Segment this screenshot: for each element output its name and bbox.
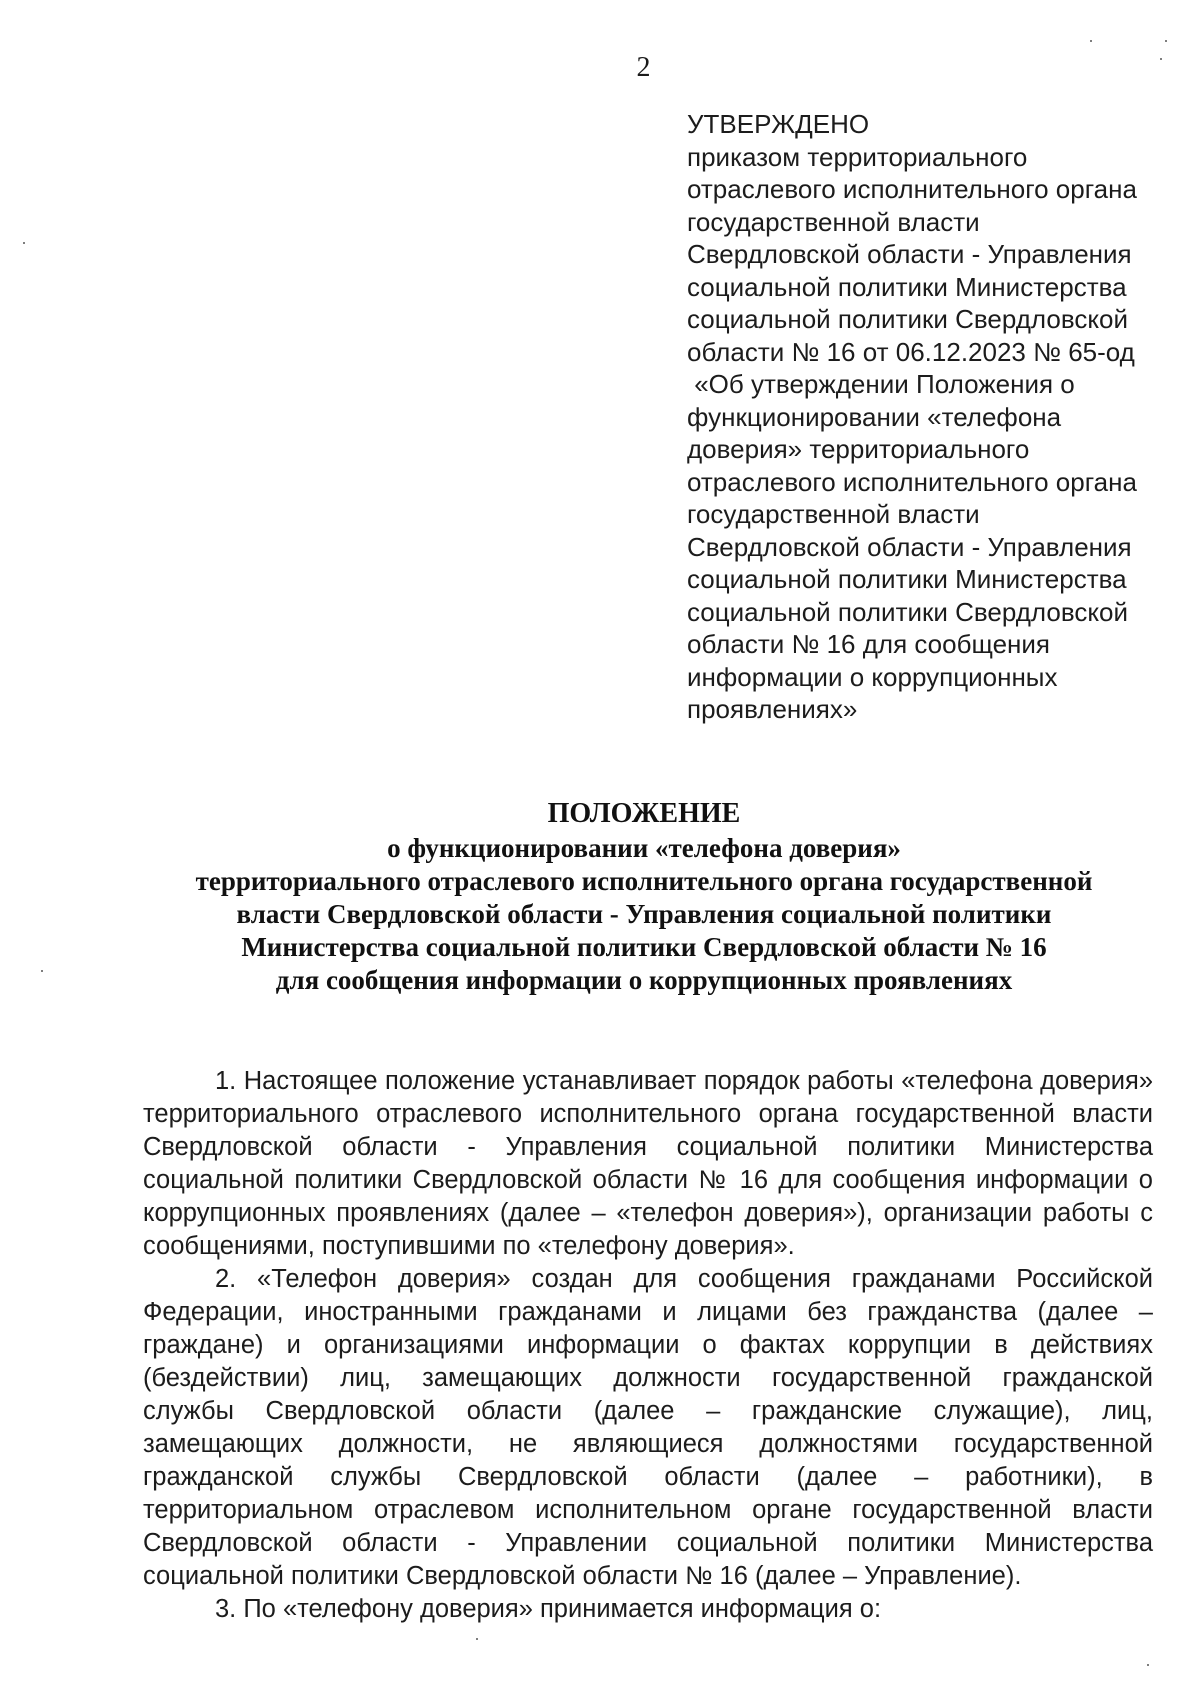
document-title (120, 797, 1168, 997)
approval-line: проявлениях» (687, 694, 858, 724)
scan-speck (23, 242, 25, 244)
approval-line: доверия» территориального (687, 434, 1030, 464)
approval-line: социальной политики Свердловской (687, 596, 1129, 627)
scan-speck (41, 970, 43, 972)
approval-line: социальной политики Министерства (687, 564, 1127, 594)
paragraph-1-line: 1. Настоящее положение устанавливает порядок работы «телефона доверия» (215, 1067, 1153, 1095)
approval-line: Свердловской области - Управления (687, 531, 1132, 562)
approval-line: социальной политики Свердловской (687, 304, 1129, 334)
paragraph-2-line: 2. «Телефон доверия» создан для сообщения гражданами Российской (215, 1265, 1153, 1293)
paragraph-2-line: Свердловской области - Управлении социальной политики Министерства (143, 1529, 1153, 1557)
page-number: 2 (636, 52, 651, 83)
paragraph-2-line: службы Свердловской области (далее – гражданские служащие), лиц, (143, 1397, 1153, 1425)
title-line: Министерства социальной политики Свердловской области № 16 (241, 932, 1047, 962)
paragraph-2-line: граждане) и организациями информации о фактах коррупции в действиях (143, 1331, 1153, 1359)
approval-line: социальной политики Министерства (687, 271, 1127, 302)
approval-line: области № 16 от 06.12.2023 № 65-од (687, 336, 1135, 367)
paragraph-1-line: Свердловской области - Управления социальной политики Министерства (143, 1133, 1153, 1161)
approval-line: информации о коррупционных (687, 661, 1058, 692)
paragraph-3-line: 3. По «телефону доверия» принимается информация о: (215, 1595, 882, 1623)
approval-line: Свердловской области - Управления (687, 239, 1132, 269)
approval-line: функционировании «телефона (687, 401, 1062, 432)
paragraph-1-line: территориального отраслевого исполнительного органа государственной власти (143, 1100, 1153, 1128)
scan-speck (1147, 1664, 1149, 1666)
title-line: власти Свердловской области - Управления социальной политики (236, 899, 1052, 929)
paragraph-1-line: сообщениями, поступившими по «телефону доверия». (143, 1232, 795, 1260)
paragraph-2-line: территориальном отраслевом исполнительном органе государственной власти (143, 1496, 1153, 1524)
scan-speck (1160, 58, 1162, 60)
approval-line: приказом территориального (687, 141, 1028, 172)
approval-line: отраслевого исполнительного органа (687, 466, 1137, 497)
scan-speck (1165, 40, 1167, 42)
scan-speck (476, 1638, 478, 1640)
approval-line: государственной власти (687, 499, 980, 529)
paragraph-1-line: коррупционных проявлениях (далее – «телефон доверия»), организации работы с (143, 1199, 1153, 1227)
title-line: территориального отраслевого исполнительного органа государственной (195, 866, 1093, 896)
paragraph-2-line: социальной политики Свердловской области № 16 (далее – Управление). (143, 1562, 1022, 1590)
paragraph-2-line: (бездействии) лиц, замещающих должности государственной гражданской (143, 1364, 1153, 1392)
title-line: для сообщения информации о коррупционных проявлениях (275, 965, 1013, 995)
approval-line: «Об утверждении Положения о (687, 369, 1075, 399)
approval-stamp-block (687, 108, 1187, 726)
approval-line: области № 16 для сообщения (687, 629, 1050, 659)
paragraph-2-line: гражданской службы Свердловской области (далее – работники), в (143, 1463, 1153, 1491)
document-body (143, 1065, 1153, 1626)
paragraph-2-line: Федерации, иностранными гражданами и лицами без гражданства (далее – (143, 1298, 1153, 1326)
paragraph-2-line: замещающих должности, не являющиеся должностями государственной (143, 1430, 1153, 1458)
scan-speck (1090, 40, 1092, 42)
title-line: о функционировании «телефона доверия» (387, 833, 901, 863)
approval-line: отраслевого исполнительного органа (687, 174, 1137, 204)
paragraph-1-line: социальной политики Свердловской области № 16 для сообщения информации о (143, 1166, 1153, 1194)
title-main: ПОЛОЖЕНИЕ (547, 798, 741, 829)
approval-heading: УТВЕРЖДЕНО (687, 109, 870, 139)
approval-line: государственной власти (687, 206, 980, 237)
